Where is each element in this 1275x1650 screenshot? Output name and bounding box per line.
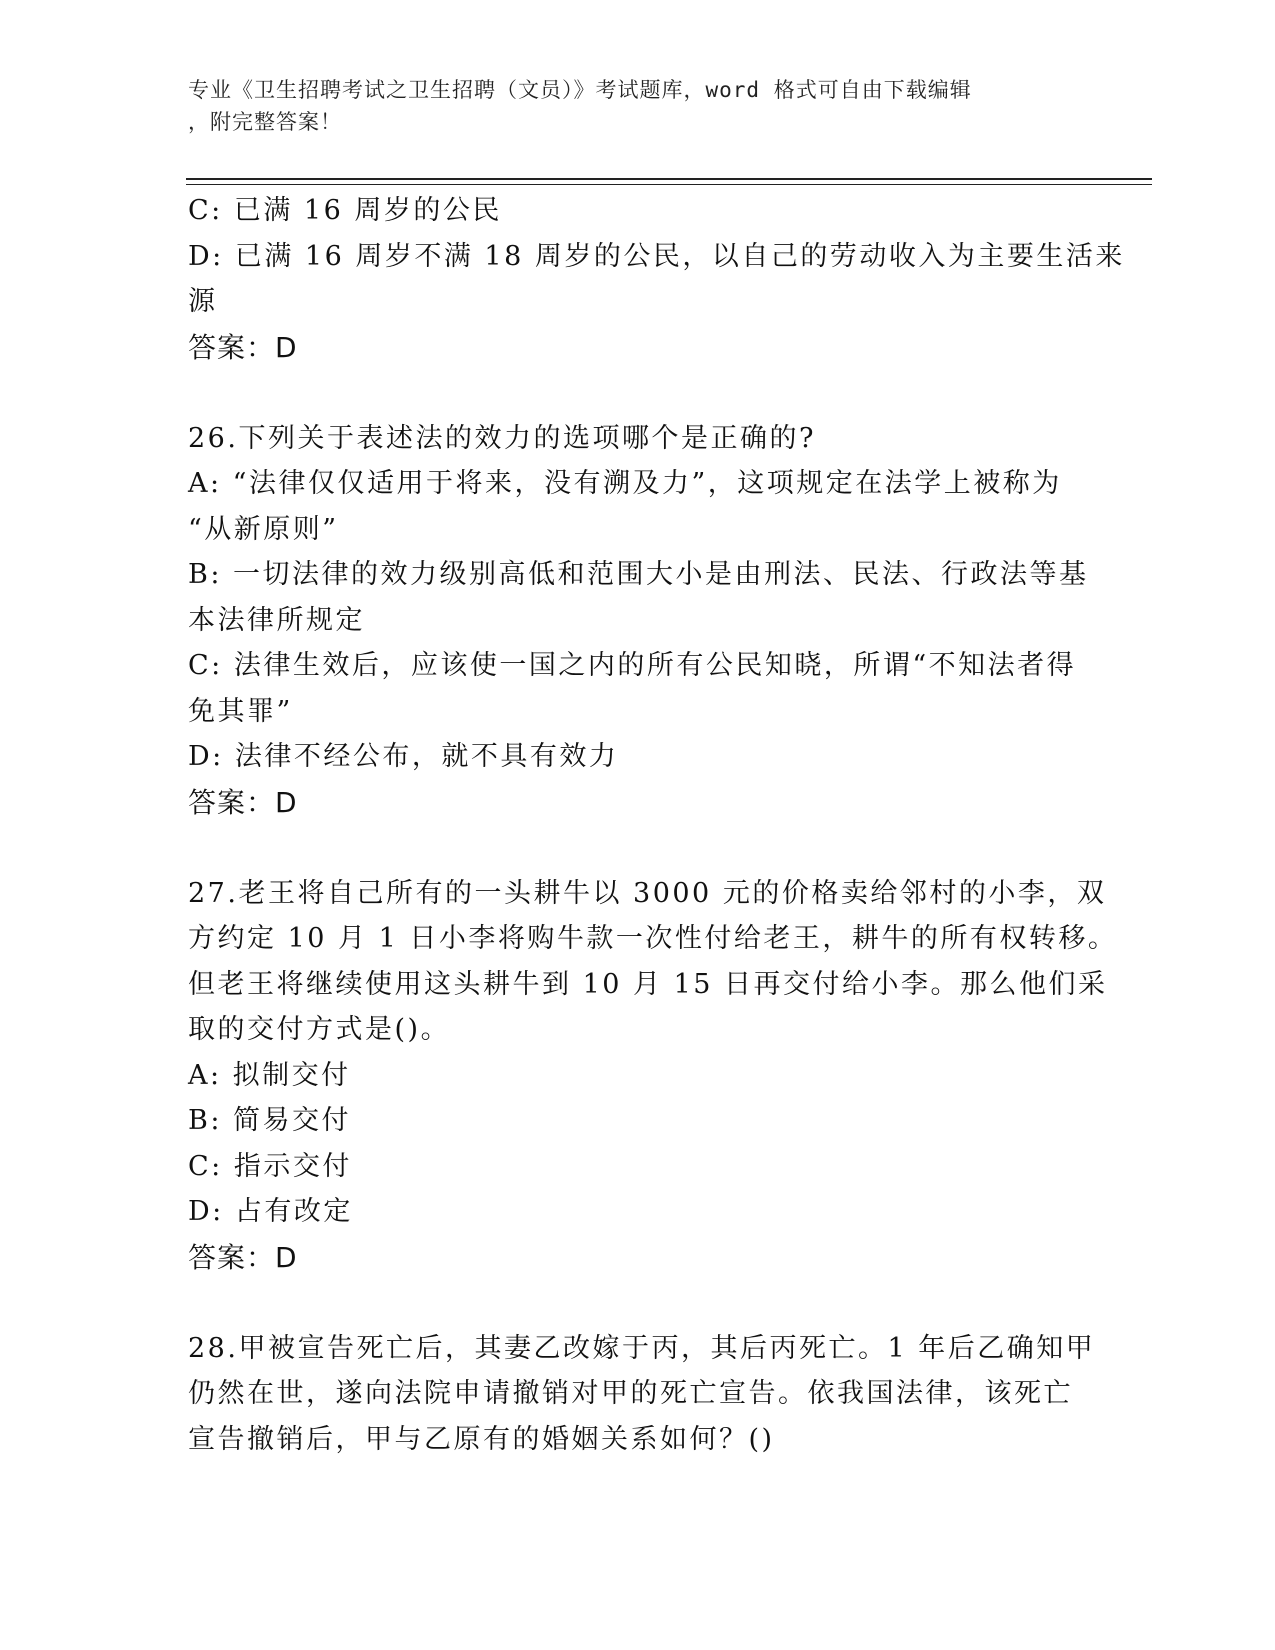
option-a: A: “法律仅仅适用于将来，没有溯及力”，这项规定在法学上被称为 <box>188 468 1062 499</box>
option-c: C: 指示交付 <box>188 1150 352 1182</box>
question-text-continued: 仍然在世，遂向法院申请撤销对甲的死亡宣告。依我国法律，该死亡 <box>188 1378 1073 1409</box>
option-a: A: 拟制交付 <box>188 1059 351 1091</box>
answer: 答案：D <box>188 785 298 819</box>
answer: 答案：D <box>188 1240 298 1274</box>
question-27 <box>188 871 1118 1281</box>
option-d-continued: 源 <box>188 286 218 317</box>
question-text: 27.老王将自己所有的一头耕牛以 3000 元的价格卖给邻村的小李，双 <box>188 877 1107 909</box>
question-content <box>188 188 1125 1462</box>
header-line-1: 专业《卫生招聘考试之卫生招聘（文员）》考试题库，word 格式可自由下载编辑 <box>188 78 972 102</box>
header-line-2: ，附完整答案！ <box>188 110 342 134</box>
spacer <box>188 825 1078 871</box>
question-text-continued: 取的交付方式是()。 <box>188 1014 451 1045</box>
option-b-continued: 本法律所规定 <box>188 604 365 636</box>
option-c-continued: 免其罪” <box>188 695 293 727</box>
question-text-continued: 宣告撤销后，甲与乙原有的婚姻关系如何？() <box>188 1423 775 1455</box>
question-text-continued: 方约定 10 月 1 日小李将购牛款一次性付给老王，耕牛的所有权转移。 <box>188 923 1118 954</box>
option-c: C: 已满 16 周岁的公民 <box>188 195 502 226</box>
question-26 <box>188 416 1089 826</box>
spacer <box>188 1280 1078 1326</box>
option-d: D: 已满 16 周岁不满 18 周岁的公民，以自己的劳动收入为主要生活来 <box>188 240 1125 272</box>
header-rule-thin <box>186 184 1152 185</box>
question-text: 28.甲被宣告死亡后，其妻乙改嫁于丙，其后丙死亡。1 年后乙确知甲 <box>188 1332 1096 1364</box>
option-d: D: 法律不经公布，就不具有效力 <box>188 741 619 772</box>
answer: 答案：D <box>188 330 298 364</box>
question-28 <box>188 1326 1096 1463</box>
option-d: D: 占有改定 <box>188 1196 353 1227</box>
question-text: 26.下列关于表述法的效力的选项哪个是正确的? <box>188 422 816 454</box>
option-b: B: 简易交付 <box>188 1105 352 1136</box>
header-rule-thick <box>186 178 1152 180</box>
question-text-continued: 但老王将继续使用这头耕牛到 10 月 15 日再交付给小李。那么他们采 <box>188 968 1108 1000</box>
question-25-tail <box>188 188 1125 370</box>
spacer <box>188 370 1078 416</box>
option-b: B: 一切法律的效力级别高低和范围大小是由刑法、民法、行政法等基 <box>188 559 1089 590</box>
option-a-continued: “从新原则” <box>188 513 339 545</box>
document-header <box>188 74 1068 138</box>
option-c: C: 法律生效后，应该使一国之内的所有公民知晓，所谓“不知法者得 <box>188 650 1077 681</box>
